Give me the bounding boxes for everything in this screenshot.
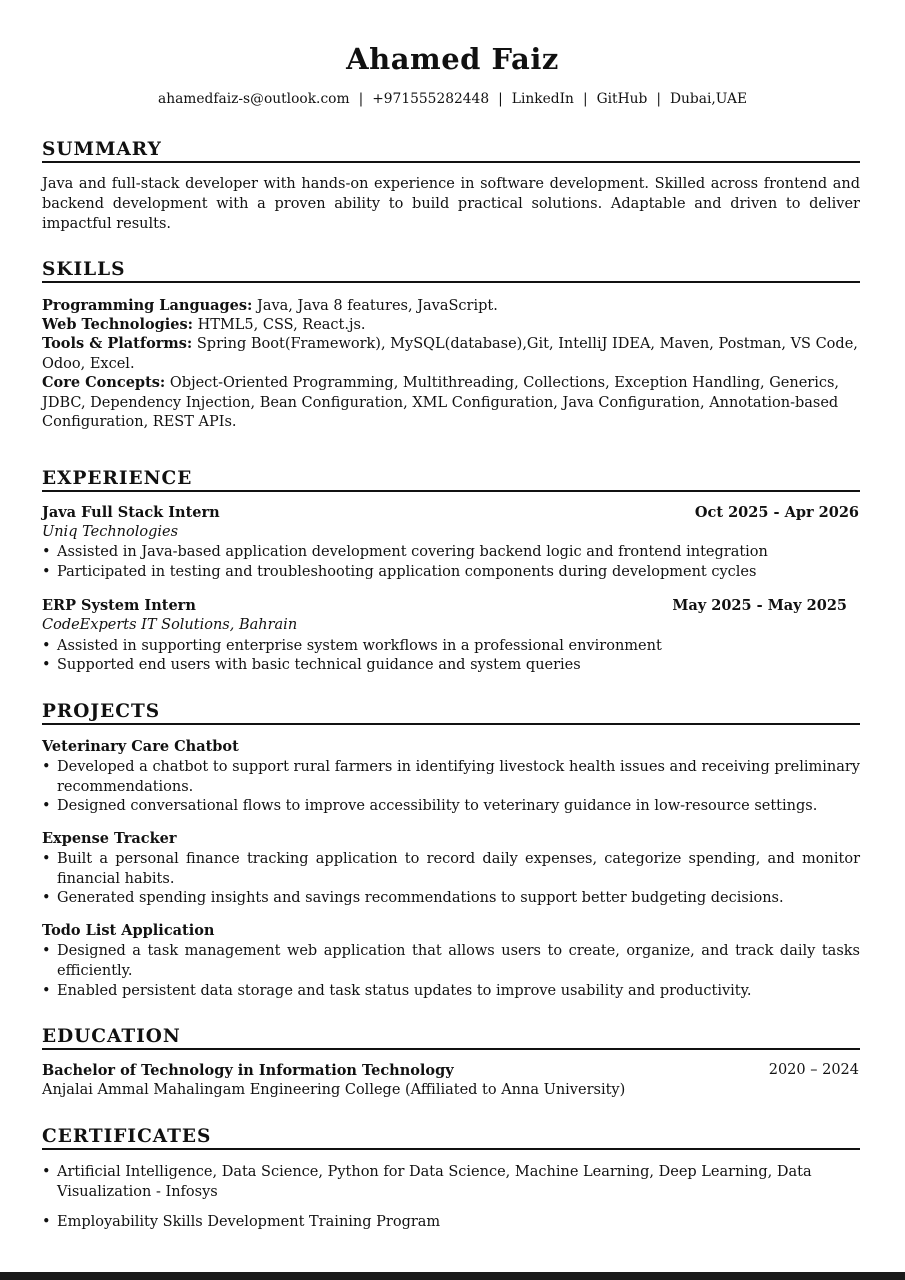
school-name: Anjalai Ammal Mahalingam Engineering College (Affiliated to Anna University) <box>42 1082 626 1098</box>
projects-heading: PROJECTS <box>42 701 161 722</box>
education-heading: EDUCATION <box>42 1026 181 1047</box>
bullet-icon: • <box>42 544 51 560</box>
certificates-heading: CERTIFICATES <box>42 1126 212 1147</box>
skill-programming-languages <box>42 296 860 317</box>
bullet-icon: • <box>42 851 51 867</box>
skill-value: Java, Java 8 features, JavaScript. <box>252 298 498 314</box>
bullet-icon: • <box>42 638 51 654</box>
skill-tools-platforms <box>42 334 860 374</box>
project-bullet: • Designed a task management web application that allows users to create, organize, and track daily tasks efficiently. <box>42 943 860 979</box>
bullet-icon: • <box>42 943 51 959</box>
section-divider <box>42 1148 860 1150</box>
project-bullet: • Developed a chatbot to support rural farmers in identifying livestock health issues and receiving preliminary recommendations. <box>42 759 860 795</box>
project-bullet: • Built a personal finance tracking application to record daily expenses, categorize spending, and monitor financial habits. <box>42 851 860 887</box>
section-divider <box>42 161 860 163</box>
job-title: ERP System Intern <box>42 597 196 614</box>
section-divider <box>42 1048 860 1050</box>
skill-value: Spring Boot(Framework), MySQL(database),Git, IntelliJ IDEA, Maven, Postman, VS Code, Odoo, Excel. <box>42 336 858 372</box>
project-title: Veterinary Care Chatbot <box>42 738 239 755</box>
job-bullet: • Participated in testing and troubleshooting application components during development cycles <box>42 563 860 583</box>
contact-phone[interactable]: +971555282448 <box>372 91 490 107</box>
job-dates: Oct 2025 - Apr 2026 <box>694 504 859 521</box>
job-bullet: • Assisted in supporting enterprise system workflows in a professional environment <box>42 637 860 657</box>
job-title: Java Full Stack Intern <box>42 504 220 521</box>
project-bullet: • Designed conversational flows to improve accessibility to veterinary guidance in low-resource settings. <box>42 797 860 817</box>
bullet-icon: • <box>42 564 51 580</box>
skill-core-concepts <box>42 373 860 433</box>
skill-label: Web Technologies: <box>42 316 194 333</box>
summary-heading: SUMMARY <box>42 139 162 160</box>
education-years: 2020 – 2024 <box>768 1062 859 1078</box>
project-title: Todo List Application <box>42 922 215 939</box>
skill-value: HTML5, CSS, React.js. <box>193 317 366 333</box>
skills-heading: SKILLS <box>42 259 126 280</box>
skill-label: Core Concepts: <box>42 374 166 391</box>
bullet-icon: • <box>42 759 51 775</box>
certificate-item: • Artificial Intelligence, Data Science, Python for Data Science, Machine Learning, Deep Learning, Data Visualization - Infosys <box>42 1164 812 1200</box>
bullet-icon: • <box>42 1214 51 1230</box>
bullet-icon: • <box>42 983 51 999</box>
contact-separator: | <box>656 91 661 107</box>
degree-title: Bachelor of Technology in Information Technology <box>42 1062 454 1079</box>
certificate-item: • Employability Skills Development Training Program <box>42 1213 860 1233</box>
contact-separator: | <box>498 91 503 107</box>
contact-location: Dubai,UAE <box>669 91 748 107</box>
project-bullet: • Enabled persistent data storage and task status updates to improve usability and productivity. <box>42 982 860 1002</box>
bullet-icon: • <box>42 1164 51 1180</box>
linkedin-link[interactable]: LinkedIn <box>511 91 574 107</box>
contact-email[interactable]: ahamedfaiz-s@outlook.com <box>157 91 350 107</box>
contact-separator: | <box>358 91 364 107</box>
section-divider <box>42 490 860 492</box>
skill-value: Object-Oriented Programming, Multithreading, Collections, Exception Handling, Generics, JDBC, Dependency Injection, Bean Configuration, XML Configuration, Java Configuration, Annotation-based Configuration, REST APIs. <box>42 375 840 431</box>
project-bullet: • Generated spending insights and savings recommendations to support better budgeting decisions. <box>42 889 860 909</box>
job-company: CodeExperts IT Solutions, Bahrain <box>42 617 298 633</box>
job-bullet: • Supported end users with basic technical guidance and system queries <box>42 656 860 676</box>
project-title: Expense Tracker <box>42 830 177 847</box>
github-link[interactable]: GitHub <box>596 91 648 107</box>
page-bottom-border <box>0 1272 905 1280</box>
contact-line <box>0 91 905 107</box>
skill-label: Programming Languages: <box>42 297 253 314</box>
candidate-name: Ahamed Faiz <box>346 42 559 76</box>
bullet-icon: • <box>42 657 51 673</box>
bullet-icon: • <box>42 798 51 814</box>
job-bullet: • Assisted in Java-based application development covering backend logic and frontend integration <box>42 543 860 563</box>
job-company: Uniq Technologies <box>42 524 179 540</box>
section-divider <box>42 723 860 725</box>
bullet-icon: • <box>42 890 51 906</box>
experience-heading: EXPERIENCE <box>42 468 193 489</box>
job-dates: May 2025 - May 2025 <box>672 597 847 614</box>
skill-label: Tools & Platforms: <box>42 335 193 352</box>
section-divider <box>42 281 860 283</box>
summary-text: Java and full-stack developer with hands-on experience in software development. Skilled across frontend and backend development with a proven ability to build practical solutions. Adaptable and driven to deliver impactful results. <box>42 176 860 232</box>
skill-web-technologies <box>42 315 860 336</box>
contact-separator: | <box>582 91 588 107</box>
